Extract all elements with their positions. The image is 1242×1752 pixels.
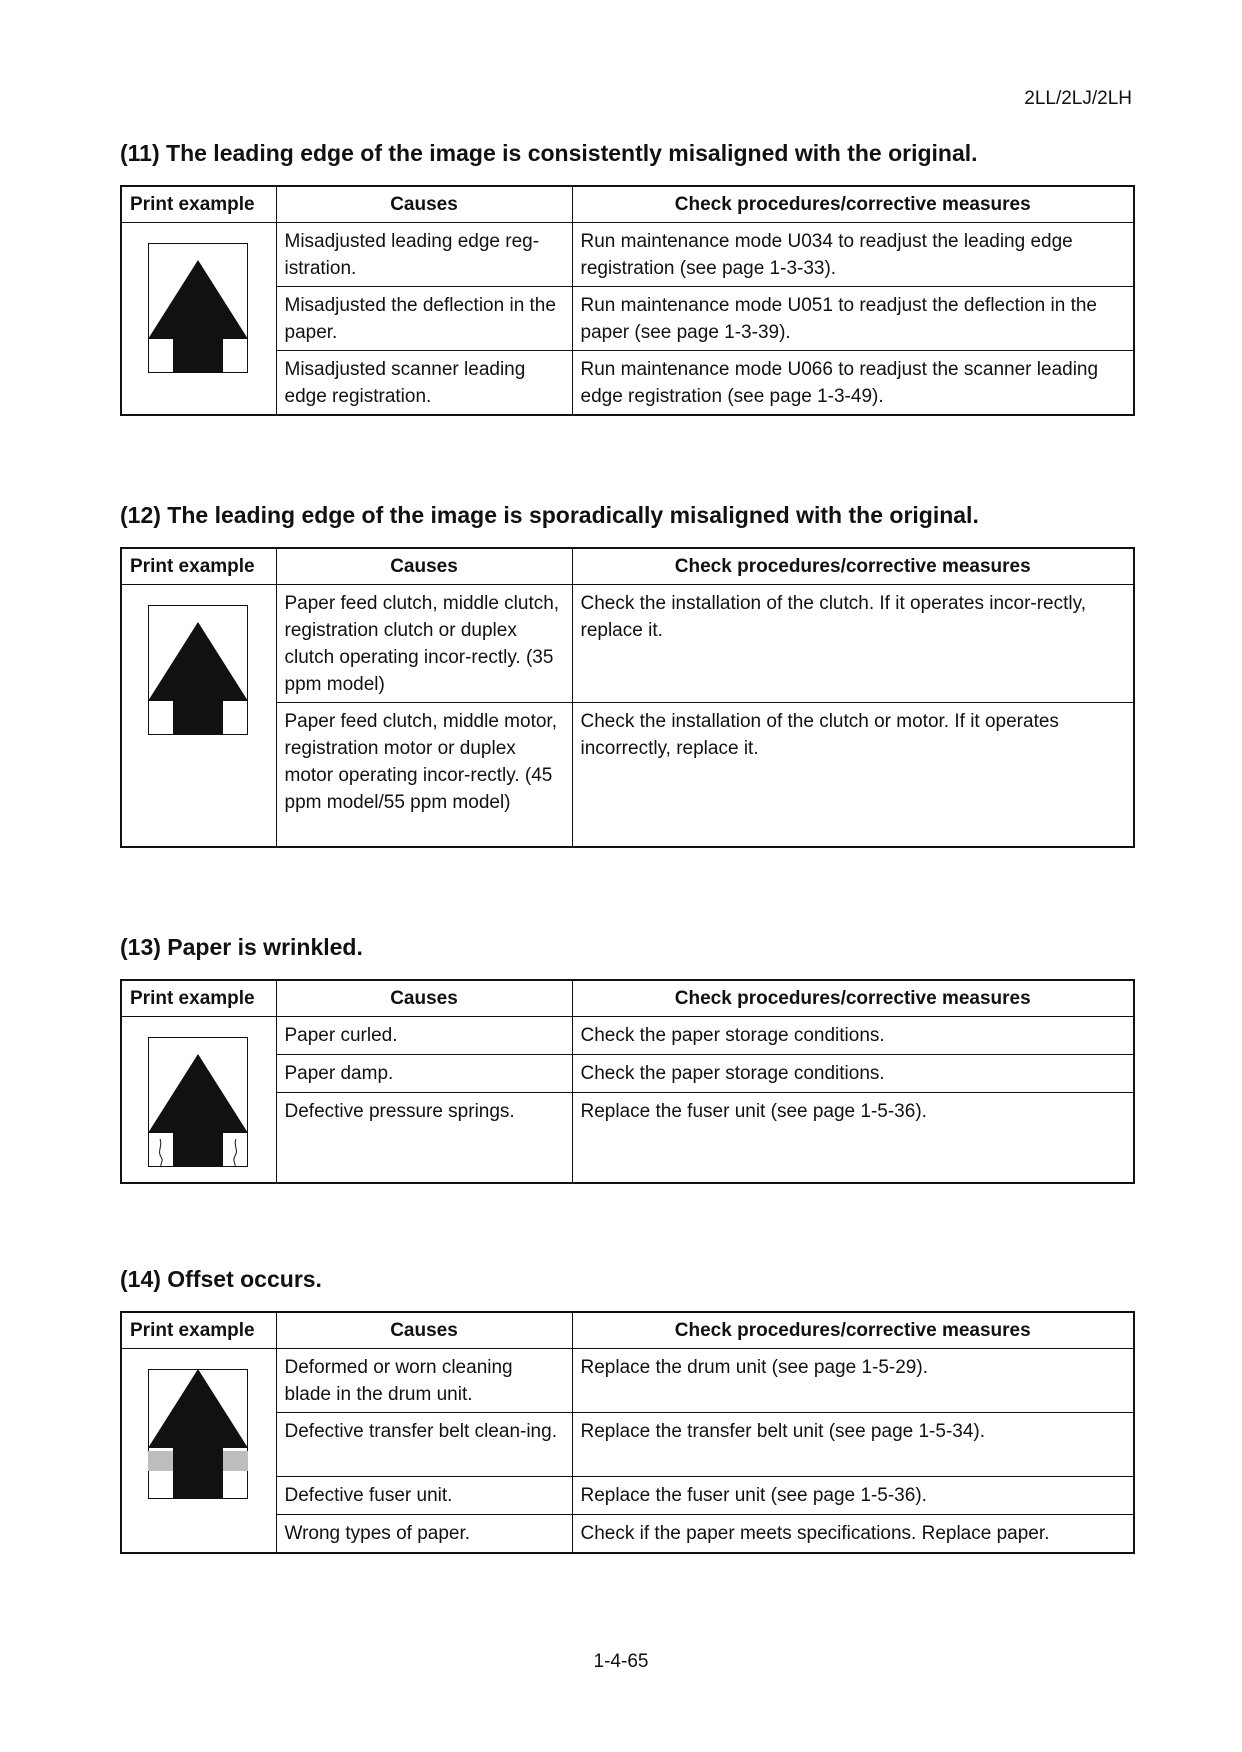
section-title: (13) Paper is wrinkled. — [120, 934, 363, 960]
wrinkled-paper-arrow-icon — [148, 1037, 248, 1167]
table-row — [121, 1017, 1134, 1055]
measure-cell: Run maintenance mode U034 to readjust the leading edge registration (see page 1-3-33). — [572, 223, 1134, 287]
cause-cell: Paper curled. — [276, 1017, 572, 1055]
print-example-cell — [121, 1349, 276, 1553]
print-example-cell — [121, 585, 276, 847]
section-title: (14) Offset occurs. — [120, 1266, 322, 1292]
header-measures: Check procedures/corrective measures — [572, 1312, 1134, 1349]
table-row — [121, 223, 1134, 287]
print-example-cell — [121, 223, 276, 416]
measure-cell: Replace the fuser unit (see page 1-5-36). — [572, 1477, 1134, 1515]
cause-cell: Paper feed clutch, middle motor, registration motor or duplex motor operating incor-rectly. (45 ppm model/55 ppm model) — [276, 703, 572, 847]
cause-cell: Misadjusted the deflection in the paper. — [276, 287, 572, 351]
cause-cell: Defective transfer belt clean-ing. — [276, 1413, 572, 1477]
measure-cell: Check the installation of the clutch or motor. If it operates incorrectly, replace it. — [572, 703, 1134, 847]
header-print-example: Print example — [121, 548, 276, 585]
cause-cell: Defective pressure springs. — [276, 1093, 572, 1183]
section-title: (12) The leading edge of the image is sporadically misaligned with the original. — [120, 502, 979, 528]
troubleshooting-table — [120, 979, 1135, 1184]
print-example-arrow-icon — [148, 243, 248, 373]
print-example-cell — [121, 1017, 276, 1183]
header-measures: Check procedures/corrective measures — [572, 980, 1134, 1017]
table-row — [121, 585, 1134, 703]
troubleshooting-table — [120, 1311, 1135, 1554]
header-print-example: Print example — [121, 1312, 276, 1349]
measure-cell: Check the paper storage conditions. — [572, 1055, 1134, 1093]
header-print-example: Print example — [121, 186, 276, 223]
print-example-arrow-icon — [148, 605, 248, 735]
header-causes: Causes — [276, 1312, 572, 1349]
cause-cell: Paper damp. — [276, 1055, 572, 1093]
offset-arrow-icon — [148, 1369, 248, 1499]
page-number: 1-4-65 — [593, 1651, 649, 1672]
measure-cell: Check if the paper meets specifications. Replace paper. — [572, 1515, 1134, 1553]
model-number: 2LL/2LJ/2LH — [1024, 88, 1132, 109]
measure-cell: Replace the drum unit (see page 1-5-29). — [572, 1349, 1134, 1413]
measure-cell: Replace the fuser unit (see page 1-5-36). — [572, 1093, 1134, 1183]
header-causes: Causes — [276, 186, 572, 223]
cause-cell: Paper feed clutch, middle clutch, registration clutch or duplex clutch operating incor-rectly. (35 ppm model) — [276, 585, 572, 703]
measure-cell: Run maintenance mode U051 to readjust the deflection in the paper (see page 1-3-39). — [572, 287, 1134, 351]
measure-cell: Replace the transfer belt unit (see page 1-5-34). — [572, 1413, 1134, 1477]
header-measures: Check procedures/corrective measures — [572, 186, 1134, 223]
cause-cell: Defective fuser unit. — [276, 1477, 572, 1515]
cause-cell: Deformed or worn cleaning blade in the drum unit. — [276, 1349, 572, 1413]
header-measures: Check procedures/corrective measures — [572, 548, 1134, 585]
measure-cell: Run maintenance mode U066 to readjust the scanner leading edge registration (see page 1-3-49). — [572, 351, 1134, 416]
header-print-example: Print example — [121, 980, 276, 1017]
cause-cell: Misadjusted scanner leading edge registration. — [276, 351, 572, 416]
troubleshooting-table — [120, 547, 1135, 848]
troubleshooting-table — [120, 185, 1135, 416]
measure-cell: Check the paper storage conditions. — [572, 1017, 1134, 1055]
table-row — [121, 1349, 1134, 1413]
cause-cell: Wrong types of paper. — [276, 1515, 572, 1553]
measure-cell: Check the installation of the clutch. If it operates incor-rectly, replace it. — [572, 585, 1134, 703]
header-causes: Causes — [276, 980, 572, 1017]
header-causes: Causes — [276, 548, 572, 585]
section-title: (11) The leading edge of the image is consistently misaligned with the original. — [120, 140, 978, 166]
cause-cell: Misadjusted leading edge reg-istration. — [276, 223, 572, 287]
